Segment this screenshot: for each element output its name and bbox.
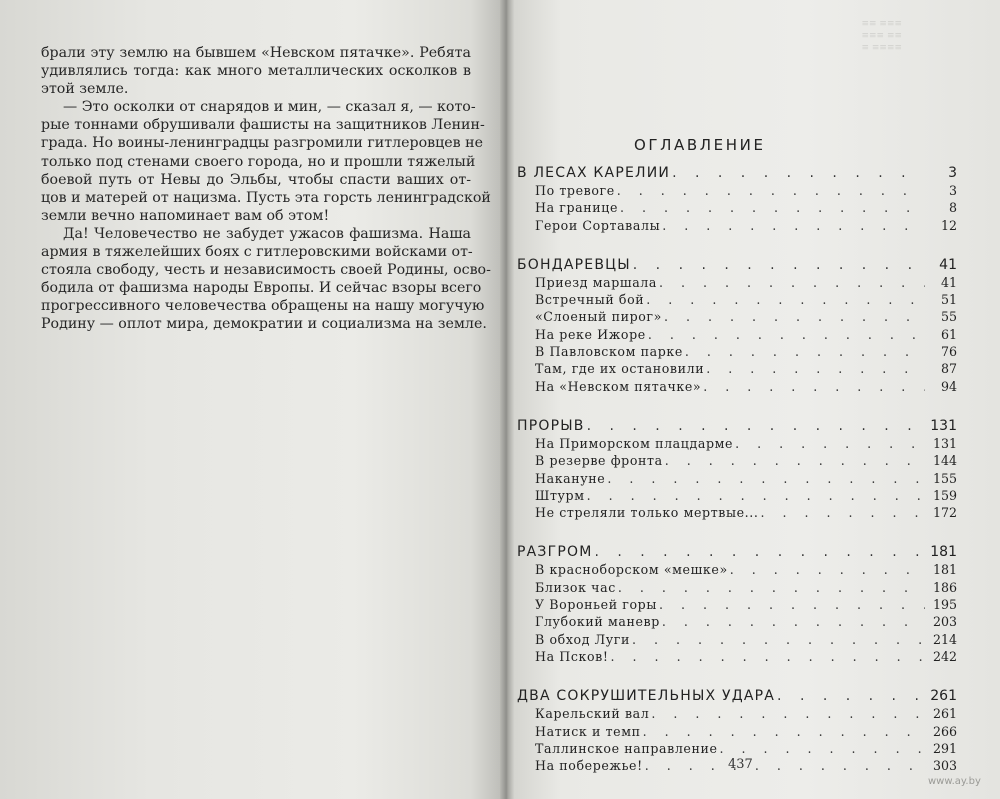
toc-title: ОГЛАВЛЕНИЕ xyxy=(634,136,766,154)
page-number: 437 xyxy=(728,757,753,772)
text-line: града. Но воины-ленинградцы разгромили гитлеровцев не xyxy=(41,135,483,152)
toc-section-title: РАЗГРОМ xyxy=(517,544,593,561)
toc-item xyxy=(517,488,957,505)
toc-item xyxy=(517,614,957,631)
toc-page-number: 181 xyxy=(932,562,957,578)
text-line: армия в тяжелейших боях с гитлеровскими войсками от- xyxy=(41,244,473,261)
text-line: рые тоннами обрушивали фашисты на защитников Ленин- xyxy=(41,117,485,134)
toc-page-number: 94 xyxy=(940,378,957,394)
toc-item-title: Приезд маршала xyxy=(535,274,658,290)
toc-item xyxy=(517,436,957,453)
toc-page-number: 159 xyxy=(932,487,957,503)
toc-page-number: 87 xyxy=(940,361,957,377)
toc-item xyxy=(517,344,957,361)
toc-item-title: Штурм xyxy=(535,487,585,503)
toc-section-title: ПРОРЫВ xyxy=(517,417,585,434)
leader-dots xyxy=(646,292,925,307)
toc-item-title: По тревоге xyxy=(535,183,615,198)
leader-dots xyxy=(662,614,925,629)
toc-item xyxy=(517,649,957,666)
leader-dots xyxy=(632,632,925,647)
toc-page-number: 291 xyxy=(932,740,957,756)
text-line: стояла свободу, честь и независимость своей Родины, осво- xyxy=(41,262,491,279)
toc-page-number: 155 xyxy=(932,470,957,486)
text-line: бодила от фашизма народы Европы. И сейчас взоры всего xyxy=(41,280,482,297)
toc-page-number: 261 xyxy=(930,688,957,705)
leader-dots xyxy=(760,505,925,520)
toc-section-title: БОНДАРЕВЦЫ xyxy=(517,256,631,273)
leader-dots xyxy=(594,544,924,560)
toc-item-title: На побережье! xyxy=(535,758,643,774)
toc-page-number: 12 xyxy=(940,217,957,233)
text-line: этой земле. xyxy=(41,81,129,98)
toc-section xyxy=(517,544,957,562)
toc-item xyxy=(517,580,957,597)
toc-item xyxy=(517,471,957,488)
toc-page-number: 61 xyxy=(940,326,957,342)
toc-item-title: На «Невском пятачке» xyxy=(535,378,702,394)
toc-page-number: 3 xyxy=(948,165,957,181)
toc-page-number: 41 xyxy=(939,256,957,273)
toc-page-number: 55 xyxy=(940,309,957,325)
toc-item-title: В красноборском «мешке» xyxy=(535,562,728,578)
toc-item-title: Накануне xyxy=(535,470,606,486)
toc-section xyxy=(517,688,957,706)
text-line: — Это осколки от снарядов и мин, — сказал я, — кото- xyxy=(63,99,476,116)
leader-dots xyxy=(618,580,925,595)
toc-section-title: В ЛЕСАХ КАРЕЛИИ xyxy=(517,165,671,181)
toc-item-title: Натиск и темп xyxy=(535,723,641,739)
toc-page-number: 51 xyxy=(940,292,957,308)
text-line: только под стенами своего города, но и прошли тяжелый xyxy=(41,153,476,170)
leader-dots xyxy=(735,436,925,451)
toc-item xyxy=(517,505,957,522)
leader-dots xyxy=(662,218,925,233)
text-line: цов и матерей от нацизма. Пусть эта горсть ленинградской xyxy=(41,189,491,206)
toc-item-title: Не стреляли только мертвые... xyxy=(535,505,759,521)
toc-item-title: Герои Сортавалы xyxy=(535,217,661,233)
toc-section-title: ДВА СОКРУШИТЕЛЬНЫХ УДАРА xyxy=(517,688,776,705)
leader-dots xyxy=(703,379,925,394)
toc-item xyxy=(517,724,957,741)
book-gutter xyxy=(500,0,514,799)
text-line: брали эту землю на бывшем «Невском пятачке». Ребята xyxy=(41,45,471,61)
text-line: Да! Человечество не забудет ужасов фашизма. Наша xyxy=(63,225,471,242)
toc-item xyxy=(517,361,957,378)
text-line: прогрессивного человечества обращены на нашу могучую xyxy=(41,298,485,315)
toc-section xyxy=(517,165,957,183)
toc-item xyxy=(517,292,957,309)
leader-dots xyxy=(643,724,925,739)
toc-section xyxy=(517,257,957,275)
toc-item xyxy=(517,275,957,292)
table-of-contents xyxy=(517,165,957,775)
leader-dots xyxy=(730,562,925,577)
toc-page-number: 3 xyxy=(948,183,957,198)
toc-item-title: Близок час xyxy=(535,579,616,595)
toc-page-number: 266 xyxy=(932,723,957,739)
leader-dots xyxy=(587,488,925,503)
toc-item-title: В резерве фронта xyxy=(535,453,663,469)
toc-page-number: 172 xyxy=(932,505,957,521)
toc-item-title: На реке Ижоре xyxy=(535,326,646,342)
bleed-through-texture: ≡≡≡ ≡≡ ≡≡ ≡≡≡ ≡≡≡≡ ≡ xyxy=(861,19,902,53)
leader-dots xyxy=(720,741,925,756)
toc-page-number: 144 xyxy=(932,453,957,469)
toc-item xyxy=(517,309,957,326)
text-line: земли вечно напоминает вам об этом! xyxy=(41,207,330,224)
toc-item xyxy=(517,453,957,470)
leader-dots xyxy=(587,418,925,434)
text-line: Родину — оплот мира, демократии и социализма на земле. xyxy=(41,316,487,333)
leader-dots xyxy=(620,200,925,215)
toc-item xyxy=(517,562,957,579)
toc-item-title: Таллинское направление xyxy=(535,740,718,756)
toc-item xyxy=(517,597,957,614)
toc-page-number: 181 xyxy=(930,544,957,561)
toc-item xyxy=(517,706,957,723)
leader-dots xyxy=(611,649,925,664)
toc-item xyxy=(517,327,957,344)
toc-item xyxy=(517,632,957,649)
toc-page-number: 195 xyxy=(932,597,957,613)
leader-dots xyxy=(665,453,925,468)
leader-dots xyxy=(659,597,925,612)
toc-item xyxy=(517,200,957,217)
toc-page-number: 303 xyxy=(932,758,957,774)
toc-item-title: Глубокий маневр xyxy=(535,614,660,630)
toc-item xyxy=(517,218,957,235)
toc-item-title: На Псков! xyxy=(535,648,609,664)
toc-item-title: У Вороньей горы xyxy=(535,597,657,613)
toc-item xyxy=(517,741,957,758)
toc-page-number: 76 xyxy=(940,344,957,360)
leader-dots xyxy=(664,309,925,324)
toc-page-number: 203 xyxy=(932,614,957,630)
leader-dots xyxy=(659,275,925,290)
toc-item xyxy=(517,379,957,396)
leader-dots xyxy=(685,344,925,359)
toc-item-title: В обход Луги xyxy=(535,631,630,647)
leader-dots xyxy=(633,257,925,273)
toc-page-number: 131 xyxy=(932,435,957,451)
leader-dots xyxy=(648,327,925,342)
toc-page-number: 186 xyxy=(932,579,957,595)
toc-item-title: Встречный бой xyxy=(535,292,645,308)
toc-page-number: 131 xyxy=(930,417,957,434)
leader-dots xyxy=(607,471,925,486)
leader-dots xyxy=(672,165,925,181)
toc-item-title: На границе xyxy=(535,200,619,216)
leader-dots xyxy=(617,183,925,198)
toc-page-number: 41 xyxy=(940,274,957,290)
toc-item-title: В Павловском парке xyxy=(535,344,683,360)
leader-dots xyxy=(706,361,925,376)
toc-item xyxy=(517,183,957,200)
toc-page-number: 8 xyxy=(948,200,957,216)
toc-page-number: 242 xyxy=(932,648,957,664)
leader-dots xyxy=(645,758,925,773)
toc-item-title: Там, где их остановили xyxy=(535,361,705,377)
toc-item-title: «Слоеный пирог» xyxy=(535,309,662,325)
left-page-text xyxy=(41,44,491,334)
toc-page-number: 261 xyxy=(932,706,957,722)
text-line: боевой путь от Невы до Эльбы, чтобы спасти ваших от- xyxy=(41,171,471,188)
text-line: удивлялись тогда: как много металлических осколков в xyxy=(41,63,471,80)
toc-item-title: Карельский вал xyxy=(535,706,650,722)
leader-dots xyxy=(651,706,925,721)
watermark: www.ay.by xyxy=(928,776,981,787)
leader-dots xyxy=(777,688,924,704)
toc-item-title: На Приморском плацдарме xyxy=(535,435,734,451)
toc-page-number: 214 xyxy=(932,631,957,647)
toc-section xyxy=(517,418,957,436)
